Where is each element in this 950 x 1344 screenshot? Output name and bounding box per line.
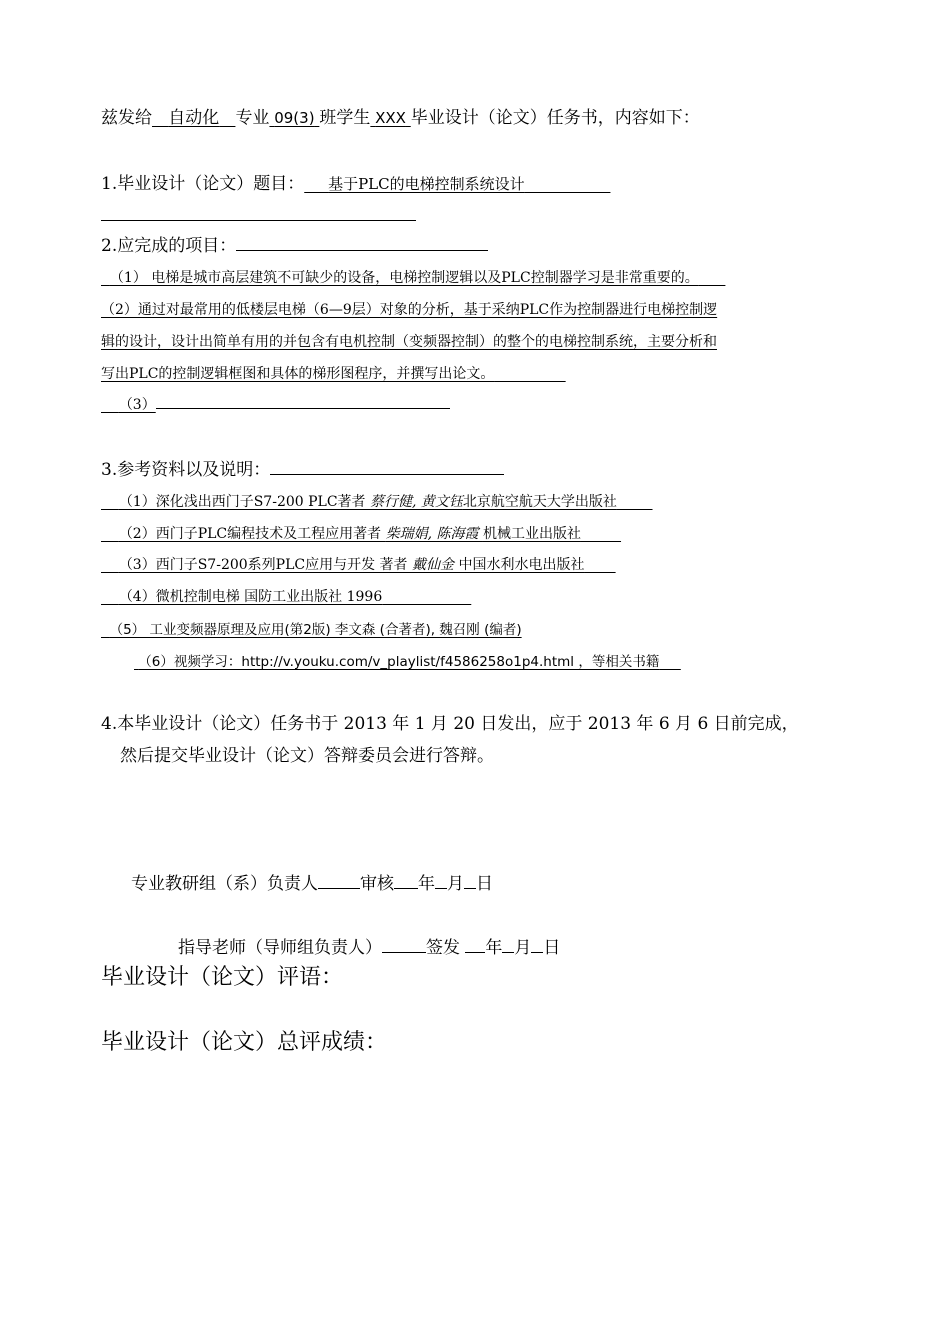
references-blank <box>270 473 504 475</box>
review-day-blank <box>464 887 476 889</box>
item-3-blank <box>156 407 450 409</box>
header-suffix: 毕业设计（论文）任务书，内容如下： <box>410 108 700 128</box>
class-number: 09(3) <box>274 109 315 127</box>
assignment-header <box>101 108 700 128</box>
issue-label: 签发 <box>426 938 460 958</box>
advisor-blank <box>382 951 426 953</box>
references-label: 3.参考资料以及说明： <box>101 460 271 480</box>
evaluation-heading: 毕业设计（论文）评语： <box>101 965 344 990</box>
item-2-line-1: （2）通过对最常用的低楼层电梯（6—9层）对象的分析，基于采纳PLC作为控制器进行电梯控制逻 <box>101 302 718 318</box>
items-line <box>101 236 488 256</box>
topic-value: 基于PLC的电梯控制系统设计 <box>328 175 525 193</box>
reference-6: （6）视频学习：http://v.youku.com/v_playlist/f4586258o1p4.html ，等相关书籍 <box>138 654 660 670</box>
review-year-blank <box>394 887 418 889</box>
grade-heading: 毕业设计（论文）总评成绩： <box>101 1030 388 1055</box>
reference-3: （3）西门子S7-200系列PLC应用与开发 著者 戴仙金 中国水利水电出版社 <box>118 557 585 573</box>
group-head-blank <box>318 887 360 889</box>
topic-continuation-blank <box>101 220 416 221</box>
reference-2: （2）西门子PLC编程技术及工程应用著者 柴瑞娟, 陈海霞 机械工业出版社 <box>118 526 581 542</box>
review-month-blank <box>435 887 447 889</box>
items-label: 2.应完成的项目： <box>101 236 237 256</box>
items-blank <box>236 249 488 251</box>
review-label: 审核 <box>360 874 394 894</box>
issue-month-blank <box>502 951 514 953</box>
major-label: 专业 <box>235 108 270 128</box>
schedule-line-2: 然后提交毕业设计（论文）答辩委员会进行答辩。 <box>120 746 494 766</box>
references-line <box>101 460 504 480</box>
topic-line <box>101 174 610 194</box>
student-name: XXX <box>375 109 406 127</box>
item-3: （3） <box>101 397 450 414</box>
class-label: 班学生 <box>319 108 371 128</box>
reference-4: （4）微机控制电梯 国防工业出版社 1996 <box>118 589 383 605</box>
major-field: 自动化 <box>168 108 220 128</box>
item-1: （1） 电梯是城市高层建筑不可缺少的设备，电梯控制逻辑以及PLC控制器学习是非常重要的。 <box>109 270 699 286</box>
group-head-label: 专业教研组（系）负责人 <box>131 874 318 894</box>
reference-1: （1）深化浅出西门子S7-200 PLC著者 蔡行健, 黄文钰北京航空航天大学出版社 <box>118 494 617 510</box>
header-prefix: 兹发给 <box>101 108 152 128</box>
group-head-signature: 专业教研组（系）负责人 审核 年 月 日 <box>131 874 493 894</box>
topic-label: 1.毕业设计（论文）题目： <box>101 174 305 194</box>
issue-year-blank <box>465 951 485 953</box>
advisor-signature: 指导老师（导师组负责人） 签发 年 月 日 <box>178 938 561 958</box>
issue-day-blank <box>531 951 543 953</box>
item-2-line-2: 辑的设计，设计出简单有用的并包含有电机控制（变频器控制）的整个的电梯控制系统，主要分析和 <box>101 334 717 350</box>
item-2-line-3: 写出PLC的控制逻辑框图和具体的梯形图程序，并撰写出论文。 <box>101 366 495 382</box>
schedule-line-1: 4.本毕业设计（论文）任务书于 2013 年 1 月 20 日发出，应于 2013 年 6 月 6 日前完成， <box>101 714 799 734</box>
reference-5: （5） 工业变频器原理及应用(第2版) 李文森 (合著者), 魏召刚 (编者) <box>109 622 522 638</box>
advisor-label: 指导老师（导师组负责人） <box>178 938 382 958</box>
